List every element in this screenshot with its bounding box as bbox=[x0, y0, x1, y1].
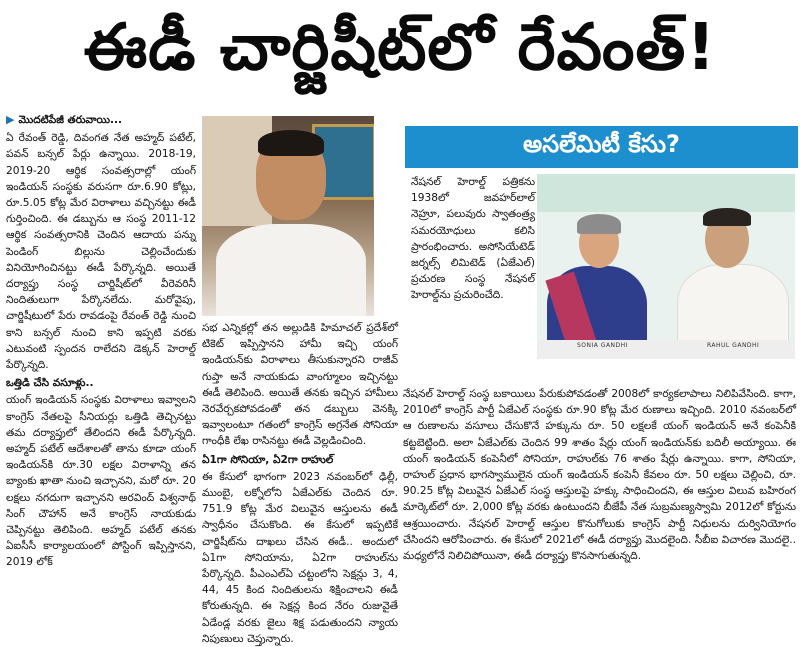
photo-backdrop bbox=[537, 174, 795, 212]
subheading: ఏ1గా సోనియా, ఏ2గా రాహుల్ bbox=[202, 453, 334, 466]
article-paragraph: యంగ్ ఇండియన్ సంస్థకు విరాళాలు ఇవ్వాలని కాంగ్రెస్ నేతలపై సీనియర్లు ఒత్తిడి తెచ్చినట్టు తమ దర్యాప్తులో తేలిందని ఈడీ పేర్కొన్నది. అహ్మద్ పటేల్ ఆదేశాలతో తాను కూడా యంగ్ ఇండియన్‌కి రూ.30 లక్షల విరాళాన్ని తన బ్యాంకు ఖాతా నుంచి ఇచ్చానని, మరో రూ. 20 లక్షలు నగదుగా ఇచ్చానని అరవింద్ విశ్వనాథ్ సింగ్ చౌహాన్ అనే కాంగ్రెస్ నాయకుడు చెప్పినట్టు తెలిపింది. అహ్మద్ పటేల్ తనకు ఏఐసీసీ కార్యాలయంలో పోస్టింగ్ ఇప్పిస్తానని, 2019 లోక్ bbox=[6, 394, 196, 569]
sidebar-body bbox=[403, 386, 796, 564]
sidebar-paragraph: నేషనల్ హెరాల్డ్ సంస్థ బకాయిలు పేరుకుపోవడంతో 2008లో కార్యకలాపాలు నిలిపివేసింది. కాగా, 2010లో కాంగ్రెస్ పార్టీ ఏజేఎల్ సంస్థకు రూ.90 కోట్ల మేర రుణాలు ఇచ్చింది. 2010 నవంబర్‌లో ఆ రుణాలను వసూలు చేసుకొనే హక్కును రూ. 50 లక్షలకే యంగ్ ఇండియన్ అనే కంపెనీకి కట్టబెట్టింది. అలా ఏజేఎల్‌కు చెందిన 99 శాతం షేర్లు యంగ్ ఇండియన్‌కు బదిలీ అయ్యాయి. ఈ యంగ్ ఇండియన్ కంపెనీలో సోనియా, రాహుల్‌కు 76 శాతం షేర్లు ఉన్నాయి. కాగా, సోనియా, రాహుల్ ప్రధాన భాగస్వాములైన యంగ్ ఇండియన్ కంపెనీ కేవలం రూ. 50 లక్షలు చెల్లించి, రూ. 90.25 కోట్ల విలువైన ఏజేఎల్ సంస్థ ఆస్తులపై హక్కు సాధించిందని, ఈ ఆస్తుల విలువ బహిరంగ మార్కెట్‌లో రూ. 2,000 కోట్ల వరకు ఉంటుందని బీజేపీ నేత సుబ్రమణ్యస్వామి 2012లో కోర్టును ఆశ్రయించారు. నేషనల్ హెరాల్డ్ ఆస్తుల కొనుగోలుకు కాంగ్రెస్ పార్టీ నిధులను దుర్వినియోగం చేసిందని ఆరోపించారు. ఈ కేసులో 2021లో ఈడీ దర్యాప్తు మొదలైంది. సీబీఐ విచారణ మొదలై.. మధ్యలోనే నిలిచిపోయినా, ఈడీ దర్యాప్తు కొనసాగుతున్నది. bbox=[403, 388, 796, 563]
sonia-hair bbox=[577, 214, 621, 234]
person-shirt bbox=[216, 224, 366, 316]
name-plate-left: SONIA GANDHI bbox=[577, 342, 628, 349]
chevron-right-icon: ▶ bbox=[6, 113, 15, 126]
article-paragraph: ఈ కేసులో భాగంగా 2023 నవంబర్‌లో ఢిల్లీ, ముంబై, లక్నోలోని ఏజేఎల్‌కు చెందిన రూ. 751.9 కోట్ల మేర విలువైన ఆస్తులను ఈడీ స్వాధీనం చేసుకొంది. ఈ కేసులో ఇప్పటికే చార్జిషీట్‌ను దాఖలు చేసిన ఈడీ.. అందులో ఏ1గా సోనియాను, ఏ2గా రాహుల్‌ను పేర్కొన్నది. పీఎంఎల్ఏ చట్టంలోని సెక్షన్లు 3, 4, 44, 45 కింద నిందితులను శిక్షించాలని ఈడీ కోరుతున్నది. ఈ సెక్షన్ల కింద నేరం రుజువైతే ఏడేండ్ల వరకు జైలు శిక్ష పడుతుందని న్యాయ నిపుణులు చెప్తున్నారు. bbox=[202, 470, 398, 645]
sidebar-intro: నేషనల్ హెరాల్డ్ పత్రికను 1938లో జవహర్‌లాల్ నెహ్రూ, పలువురు స్వాతంత్ర్య సమరయోధులు కలిసి ప్రారంభించారు. అసోసియేటెడ్ జర్నల్స్ లిమిటెడ్ (ఏజేఎల్) ప్రచురణ సంస్థ నేషనల్ హెరాల్డ్‌ను ప్రచురించేది. bbox=[411, 176, 535, 302]
sidebar-title: అసలేమిటీ కేసు? bbox=[405, 126, 798, 168]
article-paragraph: ఏ రేవంత్ రెడ్డి, దివంగత నేత అహ్మద్ పటేల్, పవన్ బన్సల్ పేర్లు ఉన్నాయి. 2018-19, 2019-20 ఆర్థిక సంవత్సరాల్లో యంగ్ ఇండియన్ సంస్థకు వరుసగా రూ.6.90 కోట్లు, రూ.5.05 కోట్ల మేర విరాళాలు వచ్చినట్టు ఈడీ గుర్తించింది. ఈ డబ్బును ఆ సంస్థ 2011-12 ఆర్థిక సంవత్సరానికి చెందిన ఆదాయ పన్ను పెండింగ్ బిల్లును చెల్లించేందుకు వినియోగించినట్టు ఈడీ పేర్కొన్నది. అయితే దర్యాప్తు సంస్థ చార్జిషీట్‌లో వీరెవరినీ నిందితులుగా పేర్కొనలేదు. మరోవైపు, చార్జిషీటులో పేరు రావడంపై రేవంత్ రెడ్డి నుంచి కాని బన్సల్ నుంచి కాని ఇప్పటి వరకు ఎటువంటి స్పందన రాలేదని డెక్కన్ హెరాల్డ్ పేర్కొన్నది. bbox=[6, 132, 196, 372]
article-column-1 bbox=[6, 112, 196, 571]
rahul-hair bbox=[703, 208, 751, 226]
revanth-photo bbox=[202, 116, 374, 316]
name-plate-right: RAHUL GANDHI bbox=[707, 342, 760, 349]
subheading: ఒత్తిడి చేసి వసూళ్లు.. bbox=[6, 377, 94, 390]
person-hair bbox=[258, 130, 324, 156]
kicker-text: మొదటిపేజీ తరువాయి... bbox=[18, 114, 123, 126]
sidebar-box bbox=[405, 126, 798, 384]
sonia-rahul-photo bbox=[537, 174, 795, 359]
page-headline: ఈడీ చార్జిషీట్‌లో రేవంత్! bbox=[83, 10, 717, 85]
article-paragraph: సభ ఎన్నికల్లో తన అల్లుడికి హిమాచల్ ప్రదేశ్‌లో టికెట్ ఇప్పిస్తానని హామీ ఇచ్చి యంగ్ ఇండియన్‌కు విరాళాలు తీసుకున్నారని రాజీవ్ గుప్తా అనే నాయకుడు వాంగ్మూలం ఇచ్చినట్టు ఈడీ తెలిపింది. అయితే తనకు ఇచ్చిన హామీలు నెరవేర్చకపోవడంతో తన డబ్బులు వెనక్కి ఇవ్వాలంటూ గతంలో కాంగ్రెస్ అగ్రనేత సోనియా గాంధీకి లేఖ రాసినట్టు ఈడీ వెల్లడించింది. bbox=[202, 322, 398, 448]
article-column-2 bbox=[202, 320, 398, 647]
continuation-kicker bbox=[6, 112, 196, 128]
